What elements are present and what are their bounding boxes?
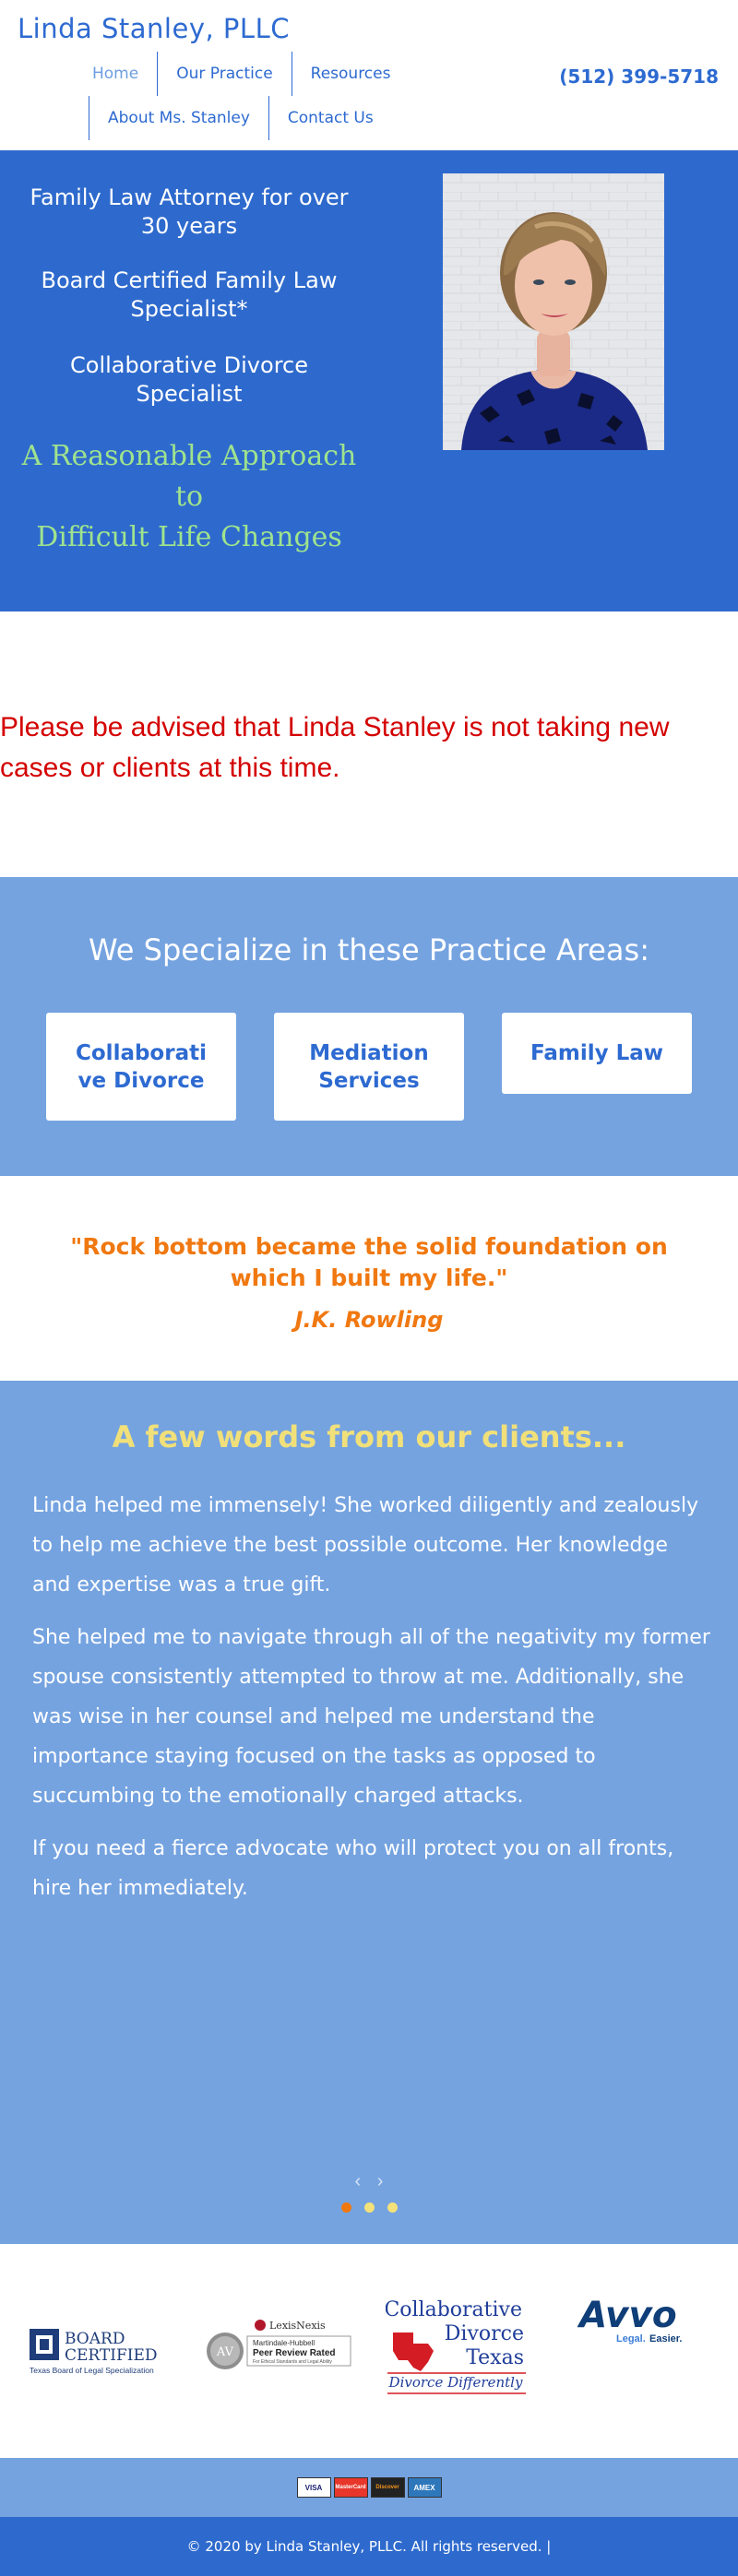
slider-prev-icon[interactable]: ‹	[354, 2171, 362, 2191]
hero-line-certified: Board Certified Family Law Specialist*	[41, 267, 338, 322]
lexisnexis-text: LexisNexis	[269, 2320, 326, 2332]
visa-card-icon: VISA	[297, 2477, 331, 2498]
collab-line3: Texas	[466, 2346, 524, 2369]
testimonial-paragraph: She helped me to navigate through all of the negativity my former spouse consistently attempted to throw at me. Additionally, she was wise in her counsel and helped me understand the importance staying focused on the tasks as opposed to succumbing to the emotionally charged attacks.	[32, 1626, 710, 1808]
slider-dot-1[interactable]	[341, 2202, 351, 2213]
nav-row-2	[74, 96, 443, 140]
martindale-line3: For Ethical Standards and Legal Ability	[253, 2359, 332, 2365]
board-sub: Texas Board of Legal Specialization	[30, 2366, 154, 2375]
nav-resources[interactable]: Resources	[292, 52, 410, 96]
not-accepting-clients-notice: Please be advised that Linda Stanley is not taking new cases or clients at this time.	[0, 712, 670, 783]
nav-home[interactable]: Home	[92, 65, 139, 83]
testimonials-heading: A few words from our clients...	[112, 1419, 626, 1454]
nav-about[interactable]: About Ms. Stanley	[89, 96, 268, 140]
texas-shape-icon	[393, 2333, 434, 2371]
board-line1: BOARD	[65, 2330, 125, 2348]
amex-card-icon: AMEX	[408, 2477, 442, 2498]
collab-line2: Divorce	[444, 2322, 524, 2345]
slider-controls	[0, 2171, 738, 2192]
card-mediation-services[interactable]: Mediation Services	[274, 1013, 464, 1121]
nav-row-1	[74, 52, 443, 96]
tagline-line-3: Difficult Life Changes	[36, 521, 342, 553]
martindale-line2: Peer Review Rated	[253, 2348, 336, 2358]
slider-dots	[0, 2202, 738, 2213]
practice-areas-section	[0, 877, 738, 1176]
practice-areas-heading: We Specialize in these Practice Areas:	[89, 932, 649, 967]
testimonials-section	[0, 1381, 738, 2244]
board-certified-logo[interactable]	[30, 2327, 186, 2379]
main-nav	[74, 52, 443, 140]
site-logo[interactable]: Linda Stanley, PLLC	[18, 13, 290, 44]
hero-text	[18, 184, 360, 558]
slider-dot-3[interactable]	[387, 2202, 398, 2213]
collaborative-divorce-texas-logo[interactable]	[386, 2296, 533, 2397]
site-footer	[0, 2517, 738, 2576]
tagline-line-1: A Reasonable Approach	[21, 440, 357, 472]
hero-line-experience: Family Law Attorney for over 30 years	[30, 184, 349, 239]
hero-line-collaborative: Collaborative Divorce Specialist	[70, 352, 308, 407]
avvo-logo[interactable]	[577, 2294, 690, 2349]
quote-text: "Rock bottom became the solid foundation on which I built my life."	[70, 1233, 668, 1291]
testimonial-paragraph: Linda helped me immensely! She worked diligently and zealously to help me achieve the best possible outcome. Her knowledge and expertise was a true gift.	[32, 1494, 699, 1597]
testimonial-paragraph: If you need a fierce advocate who will protect you on all fronts, hire her immediately.	[32, 1837, 674, 1900]
discover-card-icon: Discover	[371, 2477, 405, 2498]
attorney-portrait	[443, 173, 664, 450]
collab-tag: Divorce Differently	[388, 2374, 523, 2391]
card-family-law[interactable]: Family Law	[502, 1013, 692, 1094]
avvo-tag2: Easier.	[649, 2333, 683, 2345]
martindale-line1: Martindale-Hubbell	[253, 2339, 315, 2347]
card-collaborative-divorce[interactable]: Collaborati ve Divorce	[46, 1013, 236, 1121]
av-badge: AV	[216, 2345, 234, 2359]
collab-line1: Collaborative	[386, 2298, 522, 2321]
practice-area-cards	[46, 1013, 692, 1121]
affiliations-section	[0, 2244, 738, 2458]
hero-section	[0, 150, 738, 611]
quote-section	[0, 1176, 738, 1381]
copyright-text: © 2020 by Linda Stanley, PLLC. All rights reserved. |	[186, 2538, 552, 2555]
board-line2: CERTIFIED	[65, 2346, 158, 2365]
tagline-line-2: to	[174, 481, 204, 513]
hero-tagline	[18, 436, 360, 558]
quote-author: J.K. Rowling	[294, 1307, 444, 1333]
nav-our-practice[interactable]: Our Practice	[157, 52, 291, 96]
slider-dot-2[interactable]	[364, 2202, 375, 2213]
site-header	[0, 0, 738, 150]
phone-number[interactable]: (512) 399-5718	[559, 65, 719, 88]
payment-methods	[0, 2458, 738, 2517]
martindale-hubbell-logo[interactable]	[205, 2316, 354, 2375]
notice-section	[0, 611, 738, 877]
mastercard-icon: MasterCard	[334, 2477, 368, 2498]
slider-next-icon[interactable]: ›	[376, 2171, 384, 2191]
testimonial-slide	[32, 1486, 710, 1921]
avvo-tag1: Legal.	[616, 2333, 646, 2345]
nav-contact[interactable]: Contact Us	[268, 96, 392, 140]
avvo-wordmark: Avvo	[579, 2295, 677, 2336]
